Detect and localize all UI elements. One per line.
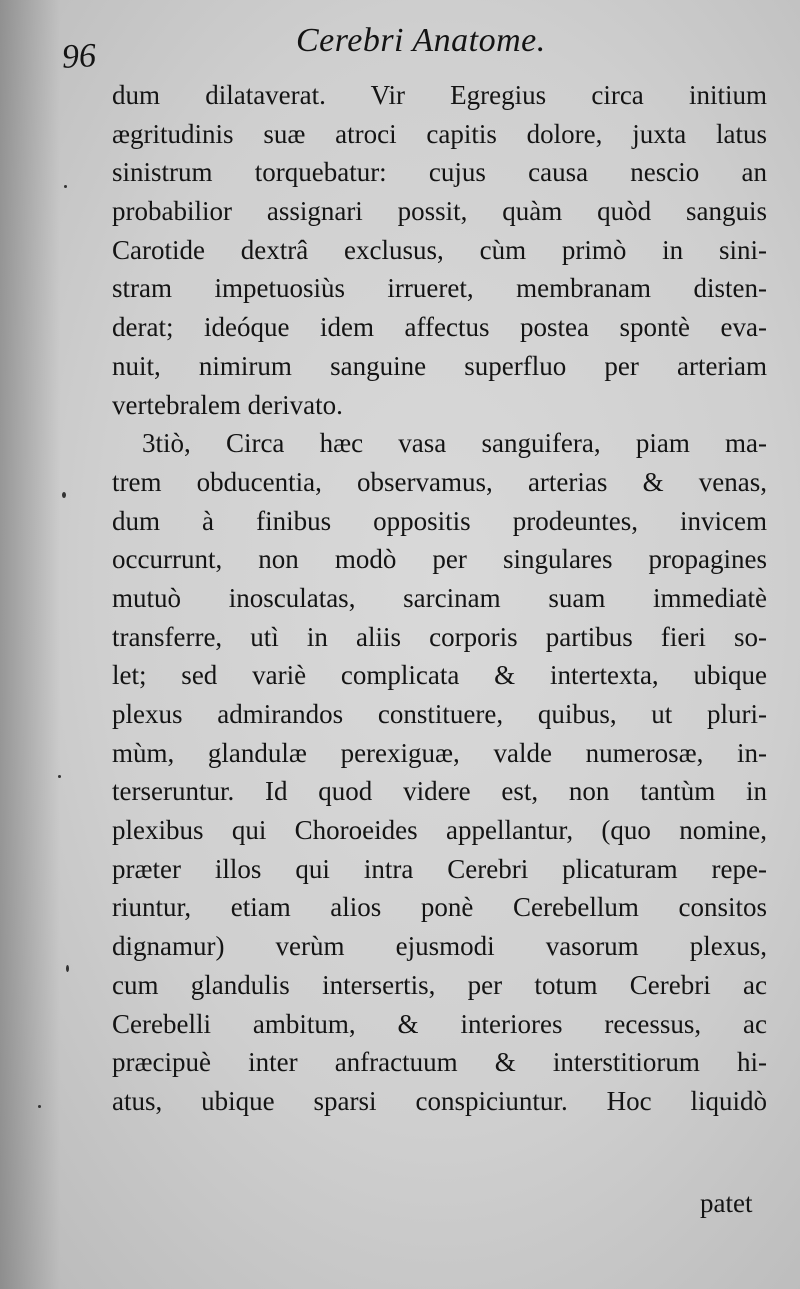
text-line: trem obducentia, observamus, arterias & venas,: [112, 466, 767, 497]
text-line: terseruntur. Id quod videre est, non tantùm in: [112, 776, 767, 807]
text-line: Carotide dextrâ exclusus, cùm primò in sini-: [112, 234, 767, 265]
text-line: let; sed variè complicata & intertexta, ubique: [112, 660, 767, 691]
text-line: probabilior assignari possit, quàm quòd sanguis: [112, 196, 767, 227]
text-line: plexibus qui Choroeides appellantur, (quo nomine,: [112, 815, 767, 846]
ink-speck: [66, 965, 69, 972]
text-line: mùm, glandulæ perexiguæ, valde numerosæ, in-: [112, 737, 767, 768]
text-line: Cerebelli ambitum, & interiores recessus, ac: [112, 1008, 767, 1039]
text-line: atus, ubique sparsi conspiciuntur. Hoc liquidò: [112, 1085, 767, 1116]
body-text: [112, 76, 767, 1121]
page-number: 96: [61, 37, 97, 76]
text-line: dum dilataverat. Vir Egregius circa initium: [112, 80, 767, 110]
text-line: sinistrum torquebatur: cujus causa nescio an: [112, 157, 767, 188]
ink-speck: [38, 1105, 41, 1108]
text-line: stram impetuosiùs irrueret, membranam disten-: [112, 273, 767, 304]
text-line: ægritudinis suæ atroci capitis dolore, juxta latus: [112, 118, 767, 149]
text-line: vertebralem derivato.: [112, 389, 343, 420]
text-line: dignamur) verùm ejusmodi vasorum plexus,: [112, 931, 767, 962]
ink-speck: [58, 775, 61, 778]
text-line: plexus admirandos constituere, quibus, ut pluri-: [112, 699, 767, 729]
text-line: riuntur, etiam alios ponè Cerebellum consitos: [112, 892, 767, 923]
text-line: occurrunt, non modò per singulares propagines: [112, 544, 767, 575]
text-line: præcipuè inter anfractuum & interstitiorum hi-: [112, 1047, 767, 1078]
text-line: cum glandulis intersertis, per totum Cerebri ac: [112, 969, 767, 1000]
ink-speck: [62, 492, 66, 498]
text-line: præter illos qui intra Cerebri plicaturam repe-: [112, 853, 767, 884]
running-title: Cerebri Anatome.: [296, 22, 546, 59]
text-line: 3tiò, Circa hæc vasa sanguifera, piam ma-: [142, 428, 767, 459]
text-line: mutuò inosculatas, sarcinam suam immediatè: [112, 582, 767, 613]
text-line: dum à finibus oppositis prodeuntes, invicem: [112, 505, 767, 536]
catchword: patet: [700, 1188, 753, 1218]
text-line: derat; ideóque idem affectus postea spontè eva-: [112, 312, 767, 343]
ink-speck: [64, 185, 67, 188]
text-line: nuit, nimirum sanguine superfluo per arteriam: [112, 350, 767, 381]
text-line: transferre, utì in aliis corporis partibus fieri so-: [112, 621, 767, 652]
